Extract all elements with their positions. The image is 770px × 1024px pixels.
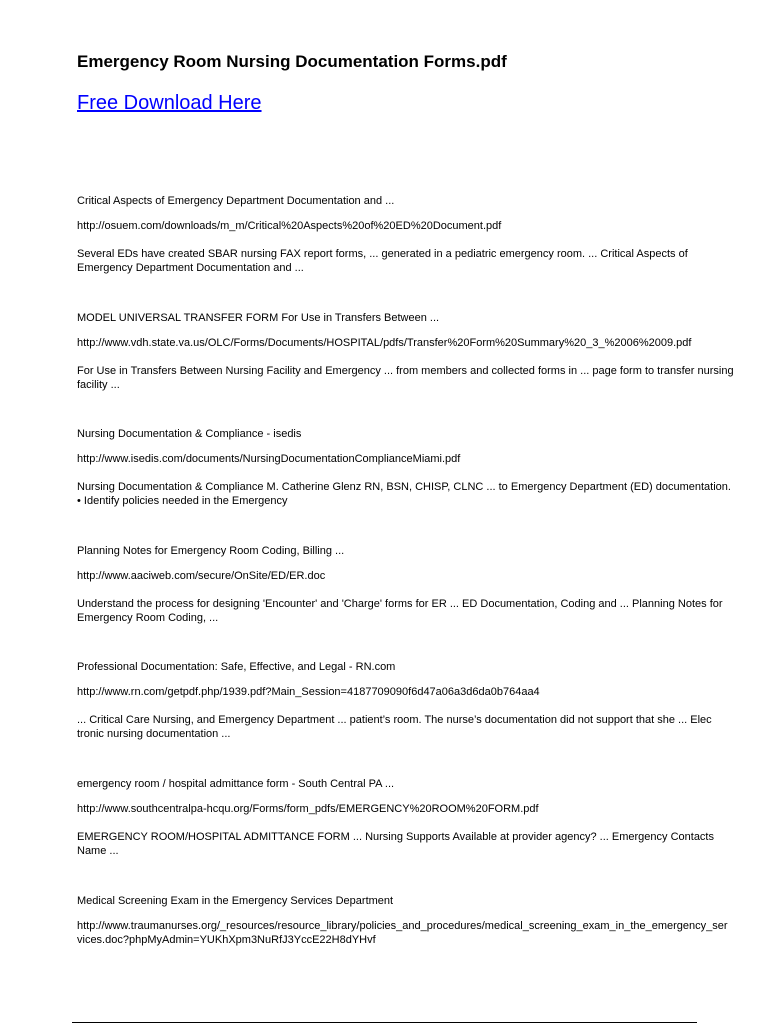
result-snippet: EMERGENCY ROOM/HOSPITAL ADMITTANCE FORM ... Nursing Supports Available at provider agency? ... Emergency Contacts Name ...	[77, 831, 714, 857]
result-snippet: Understand the process for designing 'Encounter' and 'Charge' forms for ER ... ED Documentation, Coding and ... Planning Notes for Emergency Room Coding, ...	[77, 598, 723, 624]
result-title: Planning Notes for Emergency Room Coding, Billing ...	[77, 545, 345, 557]
result-snippet: ... Critical Care Nursing, and Emergency Department ... patient’s room. The nurse’s documentation did not support that she ... Elec tronic nursing documentation ...	[77, 714, 712, 740]
result-url[interactable]: http://www.aaciweb.com/secure/OnSite/ED/ER.doc	[77, 570, 326, 582]
result-url[interactable]: http://www.rn.com/getpdf.php/1939.pdf?Main_Session=4187709090f6d47a06a3d6da0b764aa4	[77, 686, 540, 698]
result-url[interactable]: http://www.vdh.state.va.us/OLC/Forms/Documents/HOSPITAL/pdfs/Transfer%20Form%20Summary%20_3_%2006%2009.pdf	[77, 337, 692, 349]
search-result	[77, 427, 737, 508]
result-title: Professional Documentation: Safe, Effective, and Legal - RN.com	[77, 661, 396, 673]
result-title: Nursing Documentation & Compliance - isedis	[77, 428, 302, 440]
result-url[interactable]: http://osuem.com/downloads/m_m/Critical%20Aspects%20of%20ED%20Document.pdf	[77, 220, 502, 232]
result-title: Critical Aspects of Emergency Department Documentation and ...	[77, 195, 395, 207]
free-download-link[interactable]: Free Download Here	[77, 92, 262, 114]
search-result	[77, 894, 737, 947]
search-result	[77, 194, 737, 275]
search-result	[77, 544, 737, 625]
result-url[interactable]: http://www.southcentralpa-hcqu.org/Forms/form_pdfs/EMERGENCY%20ROOM%20FORM.pdf	[77, 803, 539, 815]
search-result	[77, 660, 737, 741]
search-result	[77, 311, 737, 392]
document-title: Emergency Room Nursing Documentation Forms.pdf	[77, 52, 507, 71]
result-title: MODEL UNIVERSAL TRANSFER FORM For Use in Transfers Between ...	[77, 312, 440, 324]
result-title: emergency room / hospital admittance form - South Central PA ...	[77, 778, 395, 790]
result-title: Medical Screening Exam in the Emergency Services Department	[77, 895, 394, 907]
result-snippet: Several EDs have created SBAR nursing FAX report forms, ... generated in a pediatric emergency room. ... Critical Aspects of Emergency Department Documentation and ...	[77, 248, 688, 274]
result-url[interactable]: http://www.traumanurses.org/_resources/resource_library/policies_and_procedures/medical_screening_exam_in_the_emergency_services.doc?phpMyAdmin=YUKhXpm3NuRfJ3YccE22H8dYHvf	[77, 920, 728, 946]
result-snippet: For Use in Transfers Between Nursing Facility and Emergency ... from members and collected forms in ... page form to transfer nursing facility ...	[77, 365, 734, 391]
footer-divider	[72, 1022, 697, 1023]
search-result	[77, 777, 737, 858]
result-snippet: Nursing Documentation & Compliance M. Catherine Glenz RN, BSN, CHISP, CLNC ... to Emergency Department (ED) documentation. • Identify policies needed in the Emergency	[77, 481, 731, 507]
result-url[interactable]: http://www.isedis.com/documents/NursingDocumentationComplianceMiami.pdf	[77, 453, 461, 465]
